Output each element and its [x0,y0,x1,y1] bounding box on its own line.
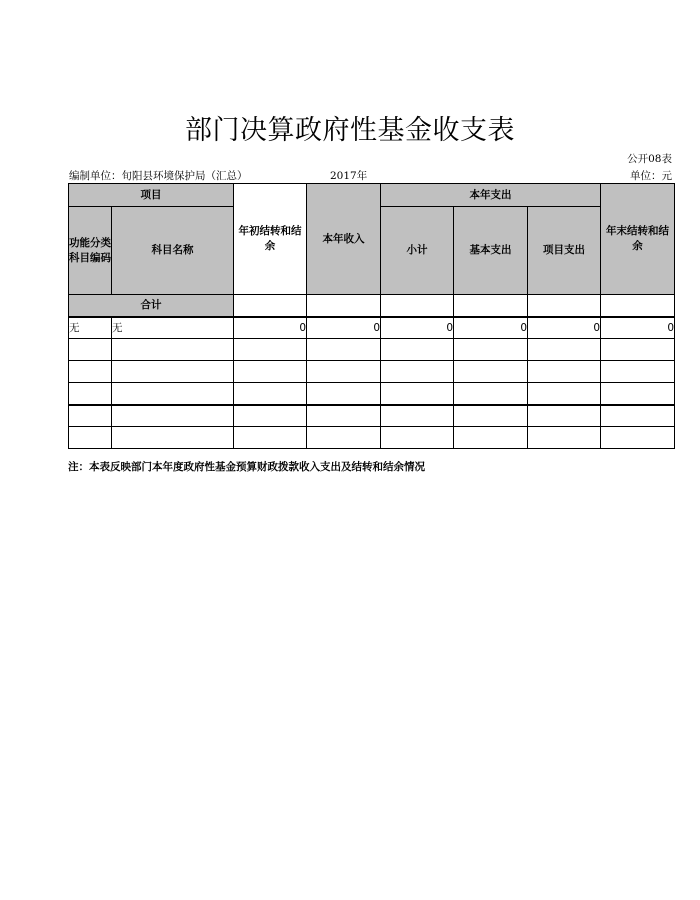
header-expense-group: 本年支出 [381,184,601,207]
table-row [69,317,675,339]
cell-code: 无 [69,317,112,339]
header-basic-expense: 基本支出 [454,207,528,295]
cell-project: 0 [528,317,601,339]
total-label: 合计 [69,295,234,317]
fund-table [68,183,675,449]
total-row [69,295,675,317]
total-subtotal [381,295,454,317]
footnote: 注：本表反映部门本年度政府性基金预算财政拨款收入支出及结转和结余情况 [68,461,425,473]
total-project [528,295,601,317]
header-subtotal: 小计 [381,207,454,295]
header-begin-balance: 年初结转和结余 [234,184,307,295]
empty-row [69,427,675,449]
header-subject-name: 科目名称 [112,207,234,295]
header-project: 项目 [69,184,234,207]
total-end [601,295,675,317]
empty-row [69,361,675,383]
header-project-expense: 项目支出 [528,207,601,295]
total-basic [454,295,528,317]
empty-row [69,383,675,405]
header-income: 本年收入 [307,184,381,295]
total-begin [234,295,307,317]
empty-row [69,405,675,427]
form-code: 公开08表 [627,153,672,165]
header-function-code: 功能分类科目编码 [69,207,112,295]
cell-begin: 0 [234,317,307,339]
cell-name: 无 [112,317,234,339]
empty-row [69,339,675,361]
cell-basic: 0 [454,317,528,339]
cell-end: 0 [601,317,675,339]
report-title: 部门决算政府性基金收支表 [185,115,515,146]
total-income [307,295,381,317]
currency-unit: 单位：元 [630,170,672,182]
cell-subtotal: 0 [381,317,454,339]
cell-income: 0 [307,317,381,339]
report-year: 2017年 [330,170,368,182]
header-end-balance: 年末结转和结余 [601,184,675,295]
compiling-unit: 编制单位：旬阳县环境保护局（汇总） [69,170,248,182]
